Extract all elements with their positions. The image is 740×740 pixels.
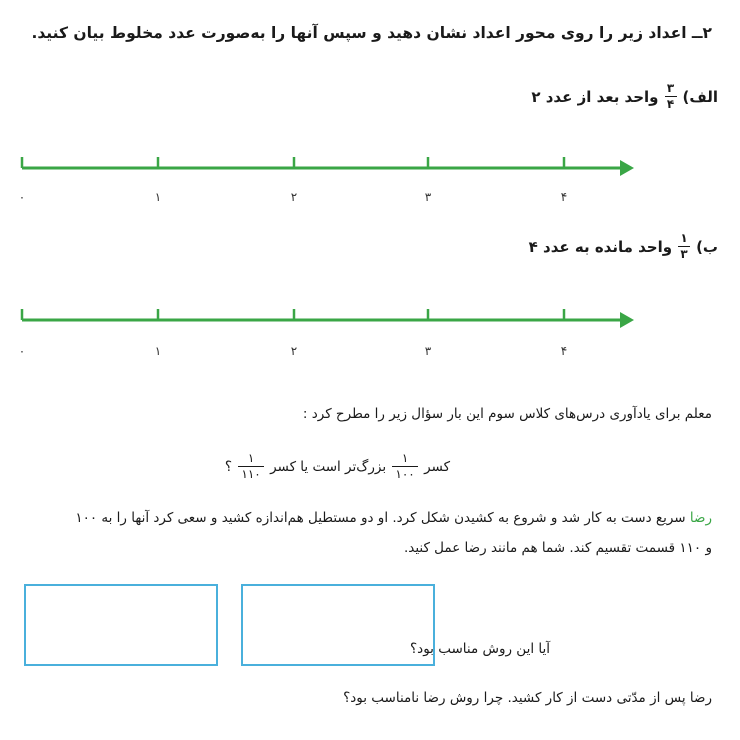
reza-line-1 xyxy=(75,510,712,526)
question-title: ۲ــ اعداد زیر را روی محور اعداد نشان دهید و سپس آنها را به‌صورت عدد مخلوط بیان کنید. xyxy=(31,24,712,42)
part-b-text: واحد مانده به عدد ۴ xyxy=(528,237,673,256)
tick-label-a-4: ۴ xyxy=(560,190,568,204)
tick-label-a-0: ۰ xyxy=(18,190,26,204)
tick-label-a-3: ۳ xyxy=(424,190,432,204)
part-b xyxy=(529,232,718,261)
tick-label-b-2: ۲ xyxy=(290,344,298,358)
fraction-1-110 xyxy=(238,452,264,481)
tick-label-a-2: ۲ xyxy=(290,190,298,204)
teacher-intro: معلم برای یادآوری درس‌های کلاس سوم این بار سؤال زیر را مطرح کرد : xyxy=(302,406,712,422)
number-line-a-arrow xyxy=(620,160,634,176)
teacher-q-prefix: کسر xyxy=(424,458,450,475)
part-a-label: الف) xyxy=(682,87,718,106)
reza-line-1-text: سریع دست به کار شد و شروع به کشیدن شکل کرد. او دو مستطیل هم‌اندازه کشید و سعی کرد آنها را به ۱۰۰ xyxy=(75,510,686,526)
part-b-numerator: ۱ xyxy=(680,231,688,245)
number-line-b-arrow xyxy=(620,312,634,328)
frac1-denominator: ۱۰۰ xyxy=(395,467,415,481)
part-b-denominator: ۳ xyxy=(680,247,688,261)
question-2: رضا پس از مدّتی دست از کار کشید. چرا روش رضا نامناسب بود؟ xyxy=(343,690,712,706)
tick-label-b-1: ۱ xyxy=(154,344,162,358)
tick-label-a-1: ۱ xyxy=(154,190,162,204)
reza-line-2: و ۱۱۰ قسمت تقسیم کند. شما هم مانند رضا عمل کنید. xyxy=(403,540,712,556)
part-b-label: ب) xyxy=(696,237,718,256)
part-a-numerator: ۳ xyxy=(666,81,675,95)
teacher-question xyxy=(225,452,450,481)
question-1: آیا این روش مناسب بود؟ xyxy=(410,641,550,657)
rectangle-box-2[interactable] xyxy=(241,584,435,666)
fraction-1-100 xyxy=(392,452,418,481)
part-a-fraction xyxy=(665,82,677,111)
part-b-fraction xyxy=(678,232,690,261)
part-a-denominator: ۴ xyxy=(666,97,675,111)
rectangle-box-1[interactable] xyxy=(24,584,218,666)
tick-label-b-0: ۰ xyxy=(18,344,26,358)
frac2-denominator: ۱۱۰ xyxy=(241,467,261,481)
teacher-q-suffix: ؟ xyxy=(224,458,233,475)
tick-label-b-4: ۴ xyxy=(560,344,568,358)
reza-name: رضا xyxy=(689,510,712,526)
part-a-text: واحد بعد از عدد ۲ xyxy=(531,87,659,106)
frac2-numerator: ۱ xyxy=(247,451,255,465)
part-a xyxy=(531,82,718,111)
tick-label-b-3: ۳ xyxy=(424,344,432,358)
frac1-numerator: ۱ xyxy=(401,451,409,465)
teacher-q-middle: بزرگ‌تر است یا کسر xyxy=(270,458,387,475)
